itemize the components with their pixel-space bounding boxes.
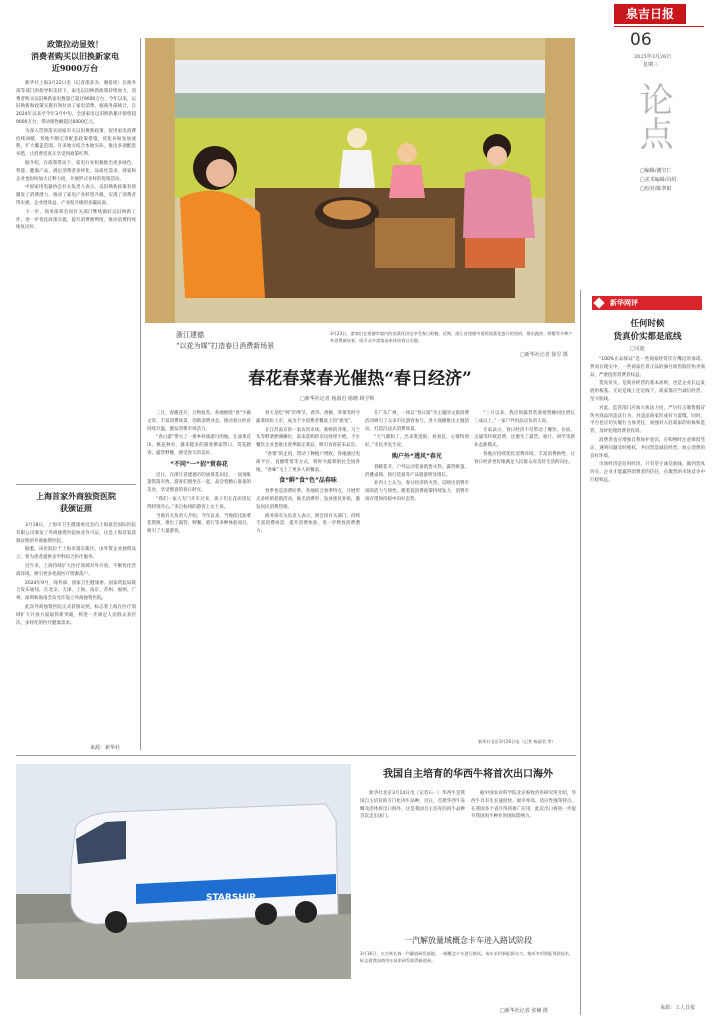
- vertical-rule-right: [580, 290, 581, 1015]
- left-top-headline: 政策拉动显效！ 消费者购买以旧换新家电 近9000万台: [31, 39, 119, 73]
- photo-caption-text: 3月23日，游客们在建德市境内的油菜花田边享受春日野餐。近期，浙江省建德市借助油菜花盛开的契机，推出露营、野餐等多种户外消费新场景，吸引众多游客前来体验春日乐趣。: [330, 331, 573, 343]
- feature-col-4: “三月以来，我店的露营装备销售额同比增长三成以上。”一家户外用品店负责人说。 专家表示，春日经济不仅带动了餐饮、住宿、交通等传统消费，还催生了露营、骑行、研学等新业态新模式。 各地应持续优化消费环境，丰富消费供给，让春日经济更好地满足人民群众对美好生活的向往。: [474, 411, 575, 465]
- truck-credit: □新华社记者 张楠 摄: [500, 1008, 548, 1014]
- feature-col-1: 三月，春暖花开，万物复苏。各地围绕“春”字做文章，丰富消费场景，创新消费业态，推动春日经济持续升温，激发消费市场活力。 “春日游”带火了一批乡村旅游目的地。在油菜花田、桃花林旁，越来越多的游客携家带口，赏花踏青、露营野餐，感受春天的美好。 “不同”一“招”赏春花 近日，在浙江省建德市的油菜花田边，一顶顶帐篷错落有致，游客们围坐在一起，品尝着精心准备的美食，享受惬意的春日时光。 “我们一家人专门开车过来，孩子们在花田里玩得特别开心。”来自杭州的游客王女士说。 当地有关负责人介绍，今年以来，当地依托油菜花资源，推出了露营、野餐、骑行等多种体验项目，吸引了大量游客。: [147, 411, 251, 535]
- truck-caption-text: 3月16日，在吉林长春一汽解放研发基地，一辆概念卡车进行路试。该车采用新能源动力，集成多项智能驾驶技术，标志着我国商用车技术研发取得新进展。: [360, 951, 574, 963]
- section-title: 论点: [633, 82, 673, 150]
- vertical-rule-left: [140, 38, 141, 750]
- truck-caption-title: 一汽解放量域概念卡车进入路试阶段: [404, 936, 532, 945]
- truck-brand-text: STARSHIP: [206, 893, 256, 903]
- picnic-photo: [145, 38, 575, 323]
- truck-photo: [16, 764, 351, 979]
- photo-credit: □新华社记者 徐昱 摄: [520, 352, 568, 358]
- tag-label: 新华网评: [610, 299, 638, 307]
- issue-weekday: 星期三: [643, 62, 659, 68]
- section-proof: □校对/陈翠娟: [640, 186, 672, 192]
- left-divider: [16, 484, 136, 485]
- left-top-body: 新华社上海3月22日电（记者邵多为、谢希瑶）在商务部等部门的指导和支持下，家电以旧换新政策持续加力，消费者购买以旧换新家电数量已超过9000万台，今年以来，以旧换新和政策实施有效拉动了家电消费。据商务部统计，自2024年以来至今年3月中旬，全国家电以旧换新累计销售超9000万台，带动销售额超过6000亿元。 为深入贯彻落实国家有关以旧换新政策，促进家电消费持续回暖，各地不断完善配套政策措施，优化补贴发放流程，扩大覆盖范围。许多地方结合本地实际，推出多项配套举措，让消费者真正享受到政策红利。 据介绍，在政策带动下，家电行业积极推出更多绿色、智能、健康产品，满足消费者多样化、品质化需求。商家和企业也纷纷加大让利力度，开展形式多样的促销活动。 中国家用电器协会有关负责人表示，以旧换新政策有效激发了消费潜力，推动了家电产业转型升级，实现了消费者得实惠、企业增效益、产业促升级的多赢局面。 下一步，商务部将会同有关部门继续做好以旧换新工作，进一步优化政策实施，提升消费便利度，推动消费持续恢复向好。: [16, 81, 136, 231]
- feature-bottom-rule: [16, 755, 576, 756]
- left-bottom-headline: 上海首家外商独资医院 获颁证照: [36, 491, 116, 513]
- feature-byline: □新华社记者 杨淑君 杨珊 顾宇辉: [300, 396, 375, 402]
- right-tag: [592, 296, 702, 310]
- truck-body: 新华社北京3月14日电（记者石一）华西牛是我国自主培育的专门化肉牛品种，近日，首批华西牛冻精及活体将出口海外，这是我国自主培育的肉牛品种首次走出国门。 据中国农业科学院北京畜牧兽医研究所介绍，华西牛具有生长速度快、屠宰率高、适应性强等特点，在我国多个省区得到推广应用，此次出口将进一步提升我国肉牛种业的国际影响力。: [360, 791, 576, 820]
- right-author: □吴迪: [630, 346, 645, 352]
- page-number: 06: [630, 30, 652, 50]
- masthead-rule: [614, 26, 704, 27]
- feature-col-2: 春天是吃“鲜”的季节。春笋、香椿、荠菜等时令蔬菜纷纷上市，成为不少消费者餐桌上的“新宠”。 在江苏南京的一家农贸市场，新鲜的荠菜、马兰头等野菜摆满摊位，前来选购的市民络绎不绝。不少餐饮企业也推出春季限定菜品，吸引食客前来品尝。 “春菜”的走俏，带动了种植户增收。各地通过电商平台、直播带货等方式，将时令蔬菜销往全国各地，“春味”飞上了更多人的餐桌。 食“鲜”食“色”品春味 春季也是消费旺季。各地结合春季特点，开展形式多样的促销活动，推出消费券，发放惠民补贴，激发居民消费热情。 商务部有关负责人表示，将会同有关部门，持续丰富消费场景，提升消费体验，进一步释放消费潜力。: [256, 411, 360, 535]
- left-bottom-source: 来源：新华社: [90, 745, 121, 751]
- right-headline: 任何时候 货真价实都是底线: [613, 319, 682, 342]
- feature-source: 新华社北京3月20日电（记者 杨淑君 等）: [478, 739, 556, 744]
- right-source: 来源：工人日报: [660, 1005, 696, 1011]
- left-bottom-body: 3月18日，上海市卫生健康委员会向上海嘉会国际医院有限公司颁发了外商独资医院执业许可证，这是上海首家获颁证照的外商独资医院。 据悉，该医院位于上海市浦东新区，由外资企业独资设立，将为患者提供多学科综合医疗服务。 近年来，上海持续扩大医疗领域对外开放，不断优化营商环境，吸引更多优质医疗资源落户。 2024年9月，商务部、国家卫生健康委、国家药监局联合发布通知，在北京、天津、上海、南京、苏州、福州、广州、深圳和海南全岛允许设立外商独资医院。 此次外商独资医院正式获颁证照，标志着上海在医疗领域扩大开放方面取得新突破，将进一步满足人民群众多层次、多样化的医疗健康需求。: [16, 523, 136, 626]
- masthead-logo: 泉吉日报: [614, 4, 686, 24]
- section-design: □美术编辑/冯绍: [640, 177, 677, 183]
- feature-headline: 春花春菜春光催热“春日经济”: [248, 369, 472, 389]
- section-editor: □编辑/谢宝仁: [640, 168, 672, 174]
- right-body: “100%正品保证”是一些商家经常挂在嘴边的承诺。然而在现实中，一些商家打着正品的旗号销售假冒伪劣商品，严重侵害消费者权益。 货真价实，是商业经营的基本准则，也是企业长远发展的根基。无论是线上还是线下，商家都应当诚信经营，坚守底线。 对此，监管部门应加大执法力度，严厉打击制售假冒伪劣商品的违法行为，对违法商家形成有力震慑。同时，平台也应切实履行主体责任，加强对入驻商家的审核和监管，及时处理消费者投诉。 消费者也应增强自我保护意识，在购物时注意保留凭证，遇到问题及时维权，共同营造诚信经营、放心消费的良好环境。 市场经济是信用经济。只有坚守诚信底线，做到货真价实，企业才能赢得消费者的信任，在激烈的市场竞争中行稳致远。: [590, 357, 705, 483]
- issue-date: 2025年3月26日: [634, 54, 672, 60]
- photo-caption-title: 浙江建德 “以花为媒”打造春日消费新场景: [176, 331, 275, 350]
- truck-headline: 我国自主培育的华西牛将首次出口海外: [383, 769, 553, 780]
- feature-col-3: 在广东广州，一场以“春日游”为主题的文旅消费活动吸引了众多市民游客参与。各大商圈推出主题活动，打造沉浸式消费场景。 “天气暖和了，出来逛逛街、看看花，心情特别好。”市民李先生说。 购户外“透风”春光 春暖花开，户外运动装备销售火热。露营帐篷、折叠桌椅、骑行装备等产品销量明显增长。 业内人士认为，春日经济的火热，反映出消费市场的活力与韧性。随着促消费政策持续发力，消费市场有望保持稳中向好态势。: [365, 411, 469, 502]
